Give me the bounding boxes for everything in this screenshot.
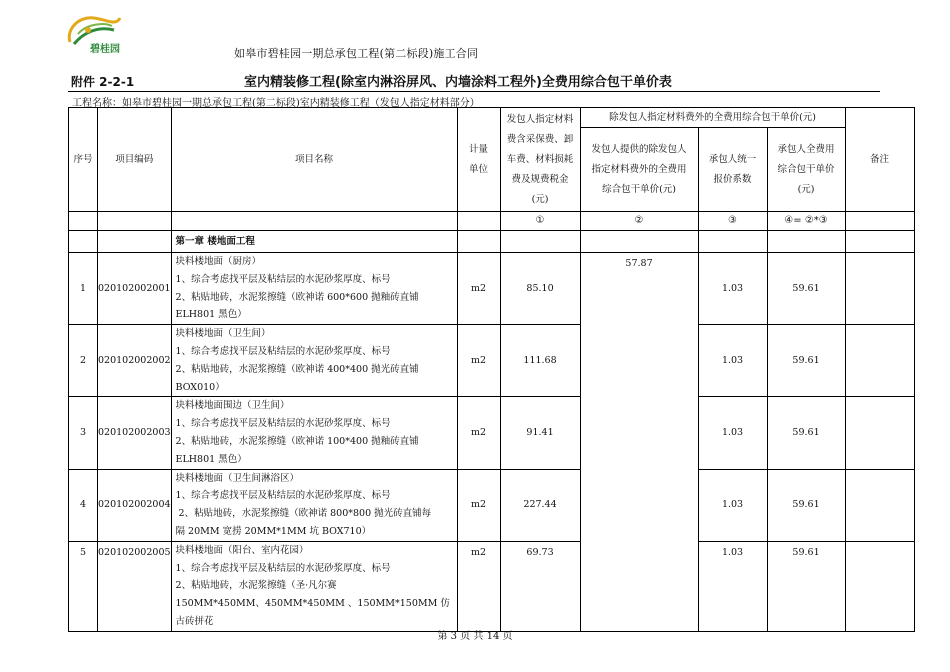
row-unit: m2 (457, 541, 500, 631)
price-table (68, 107, 915, 632)
header-coef-line: 报价系数 (713, 173, 752, 185)
title-divider (68, 91, 880, 92)
header-material-line: (元) (531, 193, 549, 205)
desc-line: ELH801 黑色） (175, 309, 247, 321)
header-seq: 序号 (69, 108, 98, 212)
empty-cell (98, 212, 172, 231)
empty-cell (580, 231, 698, 253)
row-coef: 1.03 (698, 469, 767, 541)
header-provided-line: 综合包干单价(元) (602, 183, 676, 195)
desc-line: 1、综合考虑找平层及粘结层的水泥砂浆厚度、标号 (175, 562, 391, 574)
row-unit: m2 (457, 469, 500, 541)
header-material-line: 车费、材料损耗 (506, 153, 574, 165)
desc-line: 块料楼地面（卫生间） (175, 328, 271, 340)
empty-cell (69, 212, 98, 231)
desc-line: 1、综合考虑找平层及粘结层的水泥砂浆厚度、标号 (175, 418, 391, 430)
table-row (69, 541, 915, 631)
table-row (69, 469, 915, 541)
row-total: 59.61 (767, 469, 845, 541)
header-coef-line: 承包人统一 (708, 153, 757, 165)
row-material: 111.68 (500, 325, 580, 397)
row-code: 020102002005 (98, 541, 172, 631)
desc-line: 1、综合考虑找平层及粘结层的水泥砂浆厚度、标号 (175, 273, 391, 285)
row-unit: m2 (457, 397, 500, 469)
empty-cell (845, 212, 914, 231)
row-material: 227.44 (500, 469, 580, 541)
row-total: 59.61 (767, 253, 845, 325)
row-code: 020102002002 (98, 325, 172, 397)
empty-cell (171, 212, 457, 231)
empty-cell (845, 231, 914, 253)
row-material: 69.73 (500, 541, 580, 631)
row-code: 020102002003 (98, 397, 172, 469)
table-row (69, 325, 915, 397)
header-material-line: 费及规费税金 (511, 173, 569, 185)
formula-row (69, 212, 915, 231)
header-code: 项目编码 (98, 108, 172, 212)
row-unit: m2 (457, 253, 500, 325)
empty-cell (457, 231, 500, 253)
header-total-line: (元) (797, 183, 815, 195)
header-provided-line: 指定材料费外的全费用 (591, 163, 687, 175)
header-provided-price (580, 128, 698, 212)
header-total-line: 承包人全费用 (777, 143, 835, 155)
header-material-line: 费含采保费、卸 (506, 133, 574, 145)
desc-line: 块料楼地面围边（卫生间） (175, 400, 290, 412)
attachment-number: 附件 2-2-1 (71, 75, 135, 89)
desc-line: 2、粘贴地砖，水泥浆擦缝（圣·凡尔赛 (175, 580, 337, 592)
row-remark (845, 541, 914, 631)
empty-cell (767, 231, 845, 253)
row-code: 020102002001 (98, 253, 172, 325)
header-total-price (767, 128, 845, 212)
row-coef: 1.03 (698, 325, 767, 397)
header-total-line: 综合包干单价 (777, 163, 835, 175)
row-seq: 3 (69, 397, 98, 469)
desc-line: 块料楼地面（阳台、室内花园） (175, 544, 309, 556)
row-remark (845, 469, 914, 541)
chapter-title: 第一章 楼地面工程 (171, 231, 457, 253)
formula-2: ② (580, 212, 698, 231)
merged-provided-price: 57.87 (580, 253, 698, 632)
row-code: 020102002004 (98, 469, 172, 541)
row-seq: 2 (69, 325, 98, 397)
header-coefficient (698, 128, 767, 212)
row-remark (845, 325, 914, 397)
header-name: 项目名称 (171, 108, 457, 212)
desc-line: ELH801 黑色） (175, 453, 247, 465)
desc-line: 2、粘贴地砖，水泥浆擦缝（欧神诺 600*600 抛釉砖直铺 (175, 291, 419, 303)
desc-line: 2、粘贴地砖，水泥浆擦缝（欧神诺 800*800 抛光砖直铺每 (175, 508, 432, 520)
empty-cell (69, 231, 98, 253)
row-total: 59.61 (767, 325, 845, 397)
empty-cell (457, 212, 500, 231)
row-coef: 1.03 (698, 253, 767, 325)
page-title: 室内精装修工程(除室内淋浴屏风、内墙涂料工程外)全费用综合包干单价表 (244, 75, 672, 90)
empty-cell (500, 231, 580, 253)
page-number: 第 3 页 共 14 页 (437, 631, 513, 642)
desc-line: 1、综合考虑找平层及粘结层的水泥砂浆厚度、标号 (175, 345, 391, 357)
row-material: 85.10 (500, 253, 580, 325)
header-material (500, 108, 580, 212)
table-row (69, 253, 915, 325)
header-unit (457, 108, 500, 212)
formula-4: ④= ②*③ (767, 212, 845, 231)
formula-1: ① (500, 212, 580, 231)
row-material: 91.41 (500, 397, 580, 469)
empty-cell (698, 231, 767, 253)
header-unit-text: 计量单位 (469, 143, 489, 175)
row-remark (845, 253, 914, 325)
title-row (68, 71, 880, 91)
row-description (171, 469, 457, 541)
header-group: 除发包人指定材料费外的全费用综合包干单价(元) (580, 108, 845, 128)
desc-line: 1、综合考虑找平层及粘结层的水泥砂浆厚度、标号 (175, 490, 391, 502)
chapter-row (69, 231, 915, 253)
header-provided-line: 发包人提供的除发包人 (591, 143, 687, 155)
logo-text: 碧桂园 (90, 44, 120, 55)
row-total: 59.61 (767, 397, 845, 469)
row-description (171, 397, 457, 469)
desc-line: BOX010） (175, 381, 225, 393)
table-row (69, 397, 915, 469)
empty-cell (98, 231, 172, 253)
desc-line: 2、粘贴地砖，水泥浆擦缝（欧神诺 400*400 抛光砖直铺 (175, 363, 419, 375)
row-description (171, 253, 457, 325)
desc-line: 块料楼地面（厨房） (175, 256, 262, 267)
desc-line: 2、粘贴地砖，水泥浆擦缝（欧神诺 100*400 抛釉砖直铺 (175, 435, 419, 447)
desc-line: 块料楼地面（卫生间淋浴区） (175, 472, 300, 484)
row-description (171, 541, 457, 631)
row-seq: 5 (69, 541, 98, 631)
contract-header: 如皋市碧桂园一期总承包工程(第二标段)施工合同 (234, 47, 479, 60)
project-name: 工程名称：如皋市碧桂园一期总承包工程(第二标段)室内精装修工程（发包人指定材料部分） (72, 98, 480, 109)
row-seq: 4 (69, 469, 98, 541)
desc-line: 150MM*450MM、450MM*450MM 、150MM*150MM 仿古砖拼花 (175, 598, 450, 627)
row-coef: 1.03 (698, 397, 767, 469)
desc-line: 隔 20MM 宽捞 20MM*1MM 坑 BOX710） (175, 525, 372, 537)
row-total: 59.61 (767, 541, 845, 631)
row-seq: 1 (69, 253, 98, 325)
row-description (171, 325, 457, 397)
formula-3: ③ (698, 212, 767, 231)
row-coef: 1.03 (698, 541, 767, 631)
company-logo (64, 12, 126, 54)
row-unit: m2 (457, 325, 500, 397)
header-material-line: 发包人指定材料 (506, 113, 574, 125)
header-remark: 备注 (845, 108, 914, 212)
row-remark (845, 397, 914, 469)
